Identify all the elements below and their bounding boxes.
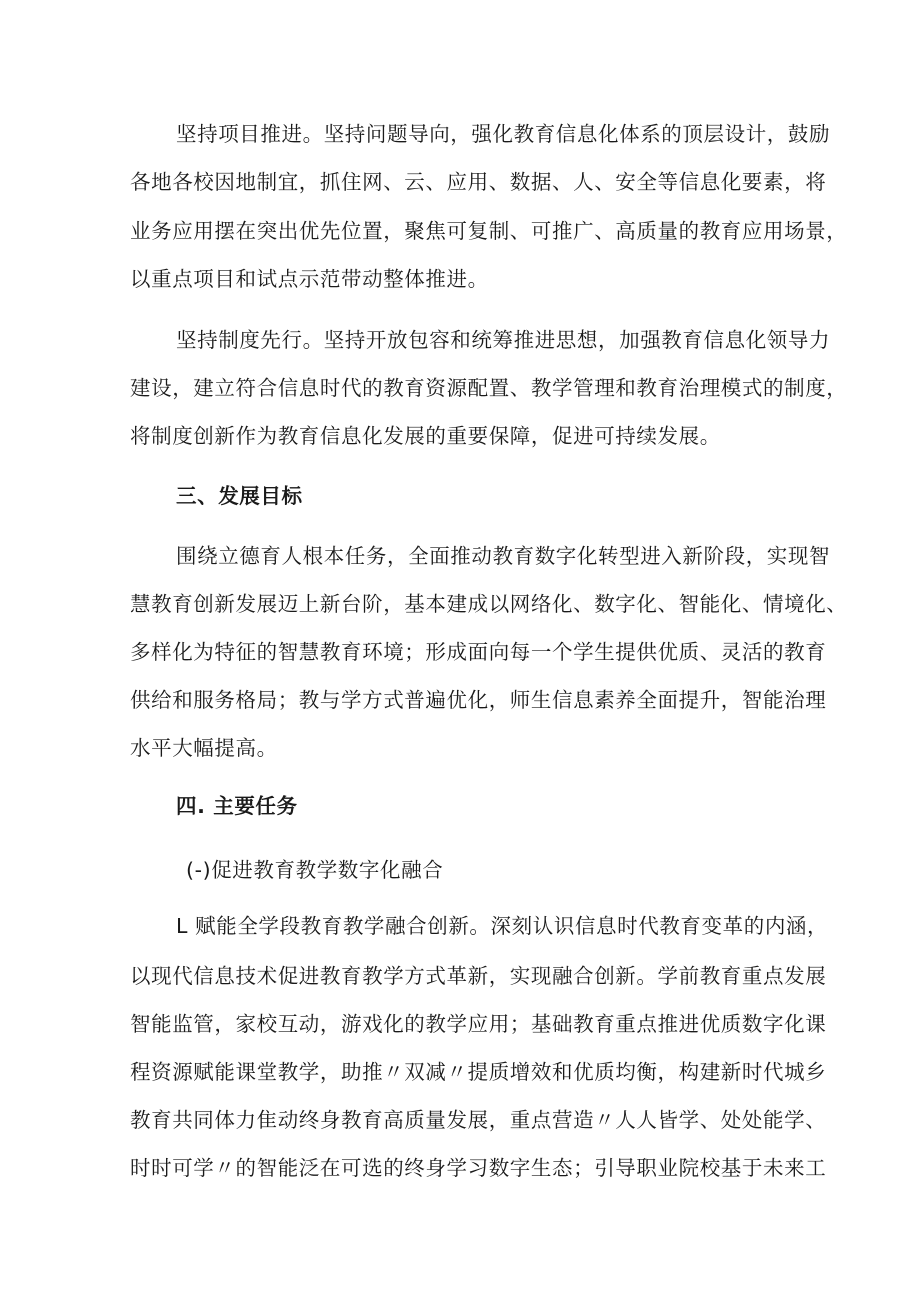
para-line: 将制度创新作为教育信息化发展的重要保障，促进可持续发展。 — [130, 424, 721, 448]
para-line: 建设，建立符合信息时代的教育资源配置、教学管理和教育治理模式的制度， — [130, 376, 848, 400]
para-line: L 赋能全学段教育教学融合创新。深刻认识信息时代教育变革的内涵， — [176, 914, 829, 938]
section-heading: 四. 主要任务 — [176, 794, 298, 818]
para-line: 供给和服务格局；教与学方式普遍优化，师生信息素养全面提升，智能治理 — [130, 688, 827, 712]
para-line: 业务应用摆在突出优先位置，聚焦可复制、可推广、高质量的教育应用场景， — [130, 219, 848, 243]
section-heading: 三、发展目标 — [176, 484, 303, 508]
subsection-heading: (-)促进教育教学数字化融合 — [186, 858, 444, 882]
para-line: 以现代信息技术促进教育教学方式革新，实现融合创新。学前教育重点发展 — [130, 964, 827, 988]
para-line: 智能监管，家校互动，游戏化的教学应用；基础教育重点推进优质数字化课 — [130, 1012, 827, 1036]
para-line: 程资源赋能课堂教学，助推〃双减〃提质增效和优质均衡，构建新时代城乡 — [130, 1060, 827, 1084]
para-line: 坚持制度先行。坚持开放包容和统筹推进思想，加强教育信息化领导力 — [176, 328, 831, 352]
para-line: 水平大幅提高。 — [130, 736, 278, 760]
para-line: 坚持项目推进。坚持问题导向，强化教育信息化体系的顶层设计，鼓励 — [176, 122, 831, 146]
para-line: 时时可学〃的智能泛在可选的终身学习数字生态；引导职业院校基于未来工 — [130, 1156, 827, 1180]
para-line: 教育共同体力隹动终身教育高质量发展，重点营造〃人人皆学、处处能学、 — [130, 1108, 827, 1132]
para-line: 围绕立德育人根本任务，全面推动教育数字化转型进入新阶段，实现智 — [176, 544, 831, 568]
para-line: 以重点项目和试点示范带动整体推进。 — [130, 267, 489, 291]
para-line: 多样化为特征的智慧教育环境；形成面向每一个学生提供优质、灵活的教育 — [130, 640, 827, 664]
para-line: 慧教育创新发展迈上新台阶，基本建成以网络化、数字化、智能化、情境化、 — [130, 592, 848, 616]
para-line: 各地各校因地制宜，抓住网、云、应用、数据、人、安全等信息化要素，将 — [130, 170, 827, 194]
